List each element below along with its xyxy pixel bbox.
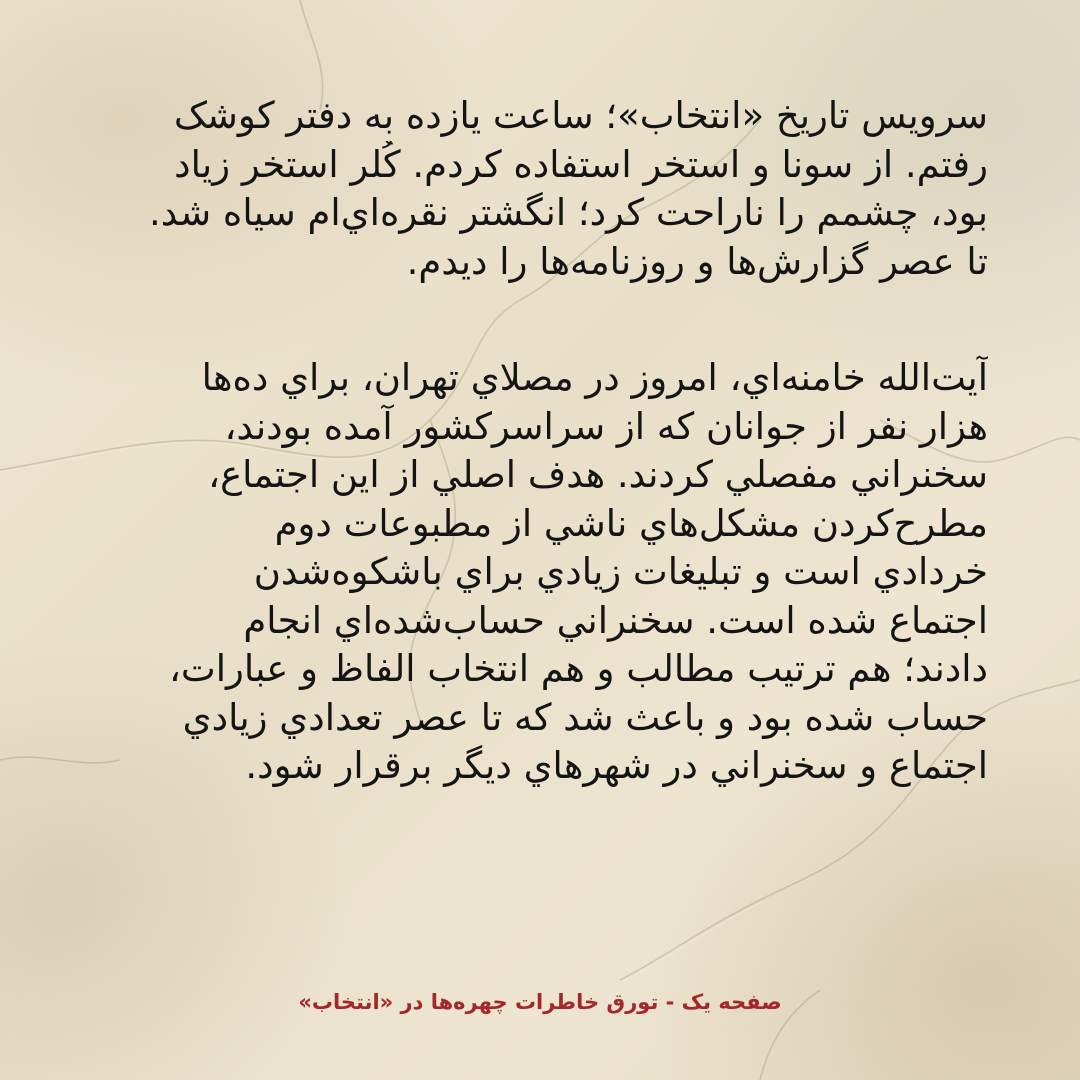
text-line: مطرح‌کردن مشکل‌هاي ناشي از مطبوعات دوم bbox=[274, 501, 988, 545]
text-line: خردادي است و تبلیغات زیادي براي باشکوه‌شدن bbox=[253, 550, 988, 593]
text-line: تا عصر گزارش‌ها و روزنامه‌ها را دیدم. bbox=[406, 239, 988, 283]
text-line: اجتماع و سخنراني در شهرهاي دیگر برقرار شود. bbox=[245, 744, 988, 787]
paragraph-spacer bbox=[92, 286, 988, 354]
memoir-text bbox=[92, 92, 988, 791]
text-line: آیت‌الله خامنه‌اي، امروز در مصلاي تهران، براي ده‌ها bbox=[201, 356, 988, 399]
text-line: رفتم. از سونا و استخر استفاده کردم. کُلر استخر زیاد bbox=[174, 142, 988, 186]
page-caption: صفحه یک - تورق خاطرات چهره‌ها در «انتخاب» bbox=[298, 990, 782, 1014]
paragraph-first bbox=[92, 92, 988, 286]
text-line: بود، چشمم را ناراحت کرد؛ انگشتر نقره‌اي‌ام سیاه شد. bbox=[148, 191, 988, 234]
paragraph-second bbox=[92, 354, 988, 791]
text-line: اجتماع شده است. سخنراني حساب‌شده‌اي انجام bbox=[243, 598, 988, 642]
text-line: سرویس تاریخ «انتخاب»؛ ساعت یازده به دفتر کوشک bbox=[173, 94, 988, 137]
text-line: حساب شده بود و باعث شد که تا عصر تعدادي زیادي bbox=[182, 695, 988, 739]
text-line: هزار نفر از جوانان که از سراسرکشور آمده بودند، bbox=[224, 404, 988, 448]
text-line: سخنراني مفصلي کردند. هدف اصلي از این اجتماع، bbox=[208, 453, 988, 496]
text-line: دادند؛ هم ترتیب مطالب و هم انتخاب الفاظ و عبارات، bbox=[168, 647, 988, 690]
